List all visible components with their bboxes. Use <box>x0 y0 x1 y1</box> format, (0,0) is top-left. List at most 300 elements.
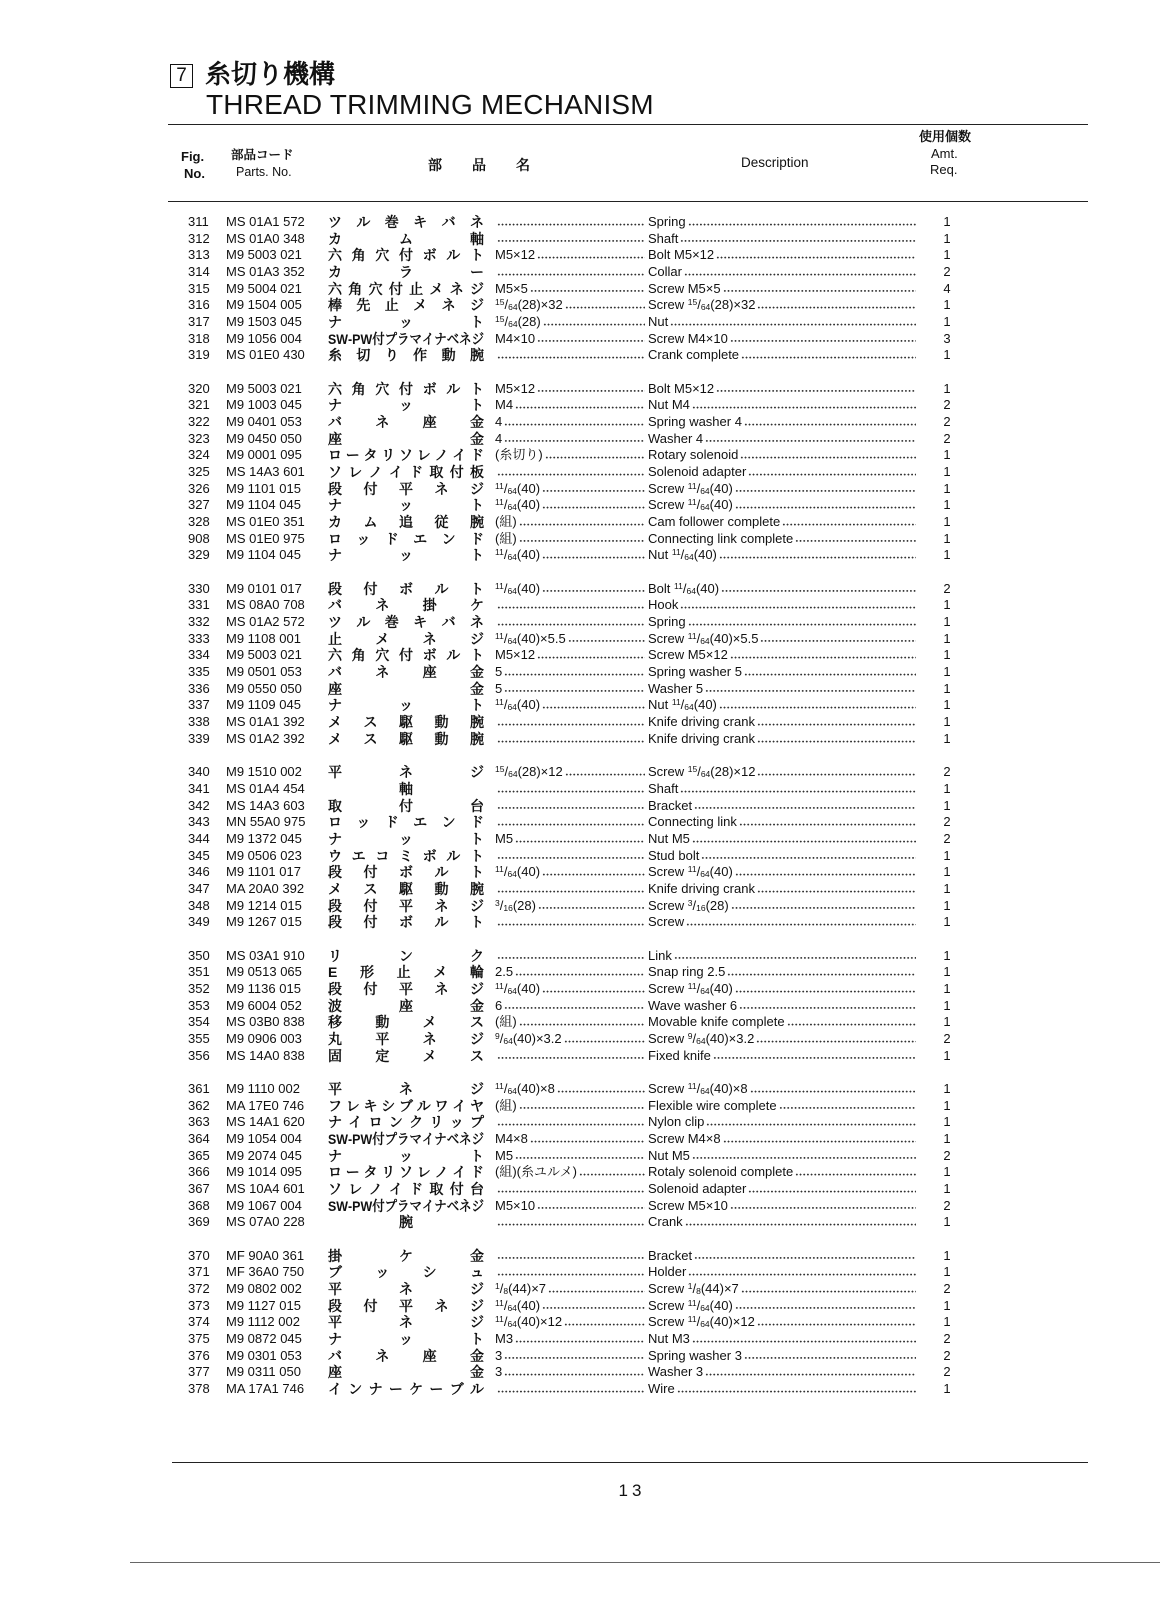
part-name-ja <box>328 597 484 614</box>
fig-no: 329 <box>188 547 210 563</box>
name-char: ド <box>409 464 424 481</box>
name-char: 六 <box>328 380 342 397</box>
amount-required: 1 <box>943 697 951 713</box>
parts-no: MS 01E0 975 <box>226 530 305 546</box>
dot-leader <box>680 781 916 798</box>
fraction-denominator: 64 <box>686 585 696 596</box>
name-char: 腕 <box>469 347 484 364</box>
name-char: ノ <box>434 447 449 464</box>
name-char: W <box>336 330 349 347</box>
name-char: 作 <box>413 347 428 364</box>
fraction-numerator: 15 <box>687 764 698 775</box>
fig-no: 341 <box>188 780 210 796</box>
name-char: ジ <box>470 980 484 997</box>
dot-leader <box>515 831 645 848</box>
parts-no: MS 14A1 620 <box>226 1114 305 1130</box>
footer-rule <box>172 1462 1088 1463</box>
description-value: Link <box>648 947 672 963</box>
dot-leader <box>685 1214 916 1231</box>
name-char: 掛 <box>422 597 437 614</box>
fig-no: 374 <box>188 1314 210 1330</box>
spec-cell <box>495 798 645 815</box>
name-char: コ <box>375 847 390 864</box>
name-char: 付 <box>372 1197 385 1214</box>
fraction-numerator: 11 <box>495 1314 504 1325</box>
parts-no: MS 03B0 838 <box>226 1014 305 1030</box>
fraction-denominator: 64 <box>700 869 710 880</box>
spec-value: M5 <box>495 1147 514 1163</box>
spec-value: $^{11}$/64(40)×8 <box>495 1080 555 1096</box>
spec-value: $^3$/16(28) <box>495 897 536 913</box>
name-char: 座 <box>422 414 437 431</box>
fraction-numerator: 11 <box>495 580 504 591</box>
name-char: ノ <box>434 1164 449 1181</box>
dot-leader <box>705 681 916 698</box>
part-name-ja <box>328 1331 484 1348</box>
description-cell <box>648 764 916 781</box>
name-char: ス <box>363 714 378 731</box>
description-cell <box>648 447 916 464</box>
amount-required: 1 <box>943 1297 951 1313</box>
name-char: 取 <box>429 1180 444 1197</box>
spec-cell <box>495 1281 645 1298</box>
parts-row <box>0 214 1160 231</box>
name-char: イ <box>421 330 435 347</box>
parts-no: M9 1067 004 <box>226 1197 302 1213</box>
name-char: ソ <box>328 464 342 481</box>
dot-leader <box>504 1364 645 1381</box>
dot-leader <box>677 1381 916 1398</box>
dot-leader <box>692 1148 916 1165</box>
spec-value: M5×12 <box>495 247 536 263</box>
fig-no: 373 <box>188 1297 210 1313</box>
name-char: ボ <box>422 380 437 397</box>
name-char: 金 <box>470 1247 484 1264</box>
name-char: 座 <box>328 430 342 447</box>
dot-leader <box>674 948 916 965</box>
description-value: Flexible wire complete <box>648 1097 777 1113</box>
dot-leader <box>750 1081 916 1098</box>
spec-cell <box>495 981 645 998</box>
name-char: ス <box>363 880 378 897</box>
name-char: 付 <box>398 380 413 397</box>
fig-no: 334 <box>188 647 210 663</box>
name-char: プ <box>384 1197 398 1214</box>
amount-required: 2 <box>943 1281 951 1296</box>
name-char: P <box>352 330 361 347</box>
dot-leader <box>716 381 916 398</box>
name-char: ト <box>469 647 484 664</box>
description-value: Washer 4 <box>648 430 704 446</box>
description-cell <box>648 881 916 898</box>
description-value: Wave washer 6 <box>648 997 738 1013</box>
spec-cell <box>495 247 645 264</box>
spec-value: $^{11}$/64(40) <box>495 580 541 596</box>
fig-no: 324 <box>188 447 210 463</box>
description-cell <box>648 848 916 865</box>
part-name-ja <box>328 731 484 748</box>
amount-required: 2 <box>943 1197 951 1213</box>
parts-row <box>0 1331 1160 1348</box>
fraction-denominator: 64 <box>700 1085 710 1096</box>
fig-no: 316 <box>188 297 210 313</box>
name-char: ナ <box>328 314 342 331</box>
dot-leader <box>731 898 916 915</box>
name-char: ネ <box>459 1130 472 1147</box>
amount-required: 2 <box>943 1030 951 1046</box>
parts-row <box>0 1098 1160 1115</box>
name-char: ド <box>469 530 484 547</box>
fraction-denominator: 64 <box>700 1302 710 1313</box>
parts-no: M9 1136 015 <box>226 980 301 996</box>
parts-no: M9 1372 045 <box>226 830 302 846</box>
name-char: 座 <box>422 664 437 681</box>
name-char: ミ <box>398 847 413 864</box>
name-char: カ <box>328 264 342 281</box>
description-cell <box>648 381 916 398</box>
name-char: ジ <box>469 630 484 647</box>
parts-no: M9 1101 017 <box>226 864 301 880</box>
name-char: メ <box>433 964 448 981</box>
fig-no: 317 <box>188 314 210 330</box>
name-char: 止 <box>396 964 411 981</box>
name-char: ド <box>469 814 484 831</box>
dot-leader <box>515 397 645 414</box>
dot-leader <box>497 1214 645 1231</box>
name-char: ネ <box>459 330 472 347</box>
description-cell <box>648 1314 916 1331</box>
fraction-denominator: 64 <box>507 869 517 880</box>
name-char: ベ <box>446 1197 460 1214</box>
dot-leader <box>537 381 645 398</box>
spec-value: M5×5 <box>495 280 528 296</box>
spec-cell <box>495 647 645 664</box>
fraction-denominator: 64 <box>684 552 694 563</box>
name-char: 金 <box>470 680 484 697</box>
name-char: ト <box>470 830 484 847</box>
description-cell <box>648 1048 916 1065</box>
name-char: 軸 <box>470 230 484 247</box>
spec-cell <box>495 1148 645 1165</box>
parts-row <box>0 1248 1160 1265</box>
amount-required: 1 <box>943 1264 951 1280</box>
name-char: ジ <box>470 1281 484 1297</box>
description-value: Screw $^{11}$/64(40)×5.5 <box>648 630 759 646</box>
description-value: Bracket <box>648 797 693 813</box>
name-char: ナ <box>328 547 342 564</box>
amount-required: 1 <box>943 1047 951 1063</box>
spec-value: $^{15}$/64(28)×32 <box>495 297 563 313</box>
spec-cell <box>495 681 645 698</box>
name-char: ロ <box>328 530 342 547</box>
section-title-ja: 糸切り機構 <box>205 59 336 89</box>
description-value: Collar <box>648 264 682 280</box>
spec-cell <box>495 714 645 731</box>
parts-no: M9 1112 002 <box>226 1314 300 1330</box>
spec-cell <box>495 848 645 865</box>
spec-cell <box>495 1098 645 1115</box>
name-char: ジ <box>471 1197 484 1214</box>
description-value: Rotary solenoid <box>648 447 739 463</box>
part-name-ja <box>328 347 484 364</box>
name-char: キ <box>413 614 428 631</box>
dot-leader <box>748 464 916 481</box>
name-char: 金 <box>469 664 484 681</box>
name-char: ラ <box>397 1197 410 1214</box>
name-char: イ <box>452 447 467 464</box>
amount-required: 1 <box>943 680 951 696</box>
name-char: バ <box>328 414 342 431</box>
name-char: ボ <box>422 647 437 664</box>
parts-no: MA 17E0 746 <box>226 1097 305 1113</box>
parts-no: MS 01A2 392 <box>226 730 305 746</box>
parts-no: M9 1056 004 <box>226 330 302 346</box>
fig-no: 322 <box>188 414 210 430</box>
description-value: Screw M4×10 <box>648 330 728 346</box>
spec-cell <box>495 431 645 448</box>
part-name-ja <box>328 614 484 631</box>
parts-row <box>0 864 1160 881</box>
dot-leader <box>542 547 645 564</box>
amount-required: 1 <box>943 780 951 796</box>
spec-value: (組) <box>495 530 517 546</box>
name-char: ナ <box>328 397 342 414</box>
parts-row <box>0 798 1160 815</box>
name-char: ネ <box>399 764 413 781</box>
dot-leader <box>694 798 916 815</box>
dot-leader <box>504 681 645 698</box>
parts-no: M9 1503 045 <box>226 314 302 330</box>
name-char: ト <box>470 914 484 931</box>
part-name-ja <box>328 264 484 281</box>
dot-leader <box>735 864 916 881</box>
spec-cell <box>495 447 645 464</box>
name-char: 従 <box>434 514 449 531</box>
fig-no: 319 <box>188 347 210 363</box>
fraction-numerator: 11 <box>495 864 504 875</box>
spec-cell <box>495 631 645 648</box>
name-char: S <box>328 330 337 347</box>
description-value: Spring <box>648 214 686 229</box>
name-char: 座 <box>399 997 413 1014</box>
part-name-ja <box>328 381 484 398</box>
spec-value: $^{11}$/64(40)×5.5 <box>495 630 566 646</box>
name-char: 駆 <box>399 880 413 897</box>
name-char: イ <box>421 1130 435 1147</box>
fig-no: 378 <box>188 1381 210 1397</box>
name-char: ル <box>446 247 461 264</box>
description-value: Cam follower complete <box>648 514 781 530</box>
amount-required: 1 <box>943 880 951 896</box>
name-char: 角 <box>351 380 366 397</box>
name-char: 巻 <box>384 614 399 631</box>
parts-no: M9 1014 095 <box>226 1164 302 1180</box>
description-value: Knife driving crank <box>648 880 755 896</box>
description-cell <box>648 798 916 815</box>
dot-leader <box>756 1031 916 1048</box>
dot-leader <box>744 414 916 431</box>
description-cell <box>648 914 916 931</box>
amount-required: 2 <box>943 830 951 846</box>
fig-no: 331 <box>188 597 210 613</box>
name-char: ベ <box>446 330 460 347</box>
part-name-ja <box>328 1014 484 1031</box>
fraction-denominator: 64 <box>700 1319 710 1330</box>
description-cell <box>648 1264 916 1281</box>
dot-leader <box>497 614 645 631</box>
spec-value: $^{11}$/64(40) <box>495 864 541 880</box>
name-char: 段 <box>328 1297 342 1314</box>
parts-row <box>0 614 1160 631</box>
spec-cell <box>495 497 645 514</box>
name-char: ボ <box>399 864 413 881</box>
name-char: 付 <box>372 1130 385 1147</box>
name-char: 穴 <box>375 247 390 264</box>
part-name-ja <box>328 1314 484 1331</box>
parts-row <box>0 1014 1160 1031</box>
part-name-ja <box>328 881 484 898</box>
name-char: ネ <box>422 1030 437 1047</box>
dot-leader <box>497 914 645 931</box>
name-char: タ <box>363 1164 378 1181</box>
parts-row <box>0 1031 1160 1048</box>
parts-no: M9 1214 015 <box>226 897 302 913</box>
name-char: レ <box>416 1164 431 1181</box>
name-char: ネ <box>441 297 456 314</box>
name-char: プ <box>384 1130 398 1147</box>
spec-value: (糸切り) <box>495 447 543 463</box>
name-char: レ <box>348 1180 363 1197</box>
name-char: 六 <box>328 647 342 664</box>
description-cell <box>648 1381 916 1398</box>
name-char: ノ <box>368 1180 383 1197</box>
fraction-denominator: 64 <box>507 552 517 563</box>
parts-row <box>0 381 1160 398</box>
dot-leader <box>713 1048 916 1065</box>
parts-row <box>0 581 1160 598</box>
name-char: プ <box>469 1114 484 1131</box>
fraction-denominator: 64 <box>700 769 711 780</box>
dot-leader <box>542 481 645 498</box>
parts-no: M9 0513 065 <box>226 964 302 980</box>
amount-required: 1 <box>943 847 951 863</box>
name-char: ト <box>469 247 484 264</box>
description-cell <box>648 514 916 531</box>
name-char: 段 <box>328 980 342 997</box>
name-char: S <box>328 1197 337 1214</box>
name-char: ッ <box>399 697 413 714</box>
dot-leader <box>497 231 645 248</box>
amount-required: 1 <box>943 997 951 1013</box>
part-name-ja <box>328 1181 484 1198</box>
part-name-ja <box>328 664 484 681</box>
parts-table <box>0 214 1160 1398</box>
fig-no: 342 <box>188 797 210 813</box>
description-value: Screw $^9$/64(40)×3.2 <box>648 1030 755 1046</box>
name-char: ネ <box>469 214 484 230</box>
fraction-numerator: 15 <box>495 314 505 325</box>
part-name-ja <box>328 431 484 448</box>
name-char: ル <box>356 614 371 631</box>
description-value: Solenoid adapter <box>648 464 747 480</box>
parts-row <box>0 1048 1160 1065</box>
parts-row <box>0 597 1160 614</box>
dot-leader <box>515 1148 645 1165</box>
dot-leader <box>519 1098 645 1115</box>
parts-no: MF 90A0 361 <box>226 1247 305 1263</box>
description-cell <box>648 481 916 498</box>
dot-leader <box>719 547 916 564</box>
name-char: 形 <box>360 964 374 981</box>
parts-no: M9 1054 004 <box>226 1130 302 1146</box>
name-char: S <box>328 1130 337 1147</box>
name-char: タ <box>363 447 378 464</box>
dot-leader <box>744 664 916 681</box>
name-char: W <box>336 1197 349 1214</box>
name-char: ソ <box>399 1164 413 1181</box>
description-cell <box>648 314 916 331</box>
description-cell <box>648 1348 916 1365</box>
name-char: メ <box>422 1047 437 1064</box>
amount-required: 1 <box>943 447 951 463</box>
dot-leader <box>497 798 645 815</box>
name-char: 腕 <box>470 730 484 747</box>
name-char: ン <box>348 1381 363 1398</box>
description-cell <box>648 1131 916 1148</box>
part-name-ja <box>328 1298 484 1315</box>
fraction-denominator: 64 <box>696 1035 706 1046</box>
fig-no: 908 <box>188 530 210 546</box>
fraction-denominator: 16 <box>696 902 706 913</box>
part-name-ja <box>328 531 484 548</box>
dot-leader <box>543 314 645 331</box>
name-char: マ <box>409 330 422 347</box>
dot-leader <box>497 1264 645 1281</box>
name-char: ネ <box>449 280 464 297</box>
description-cell <box>648 431 916 448</box>
name-char: 座 <box>328 680 342 697</box>
part-name-ja <box>328 1198 484 1215</box>
name-char: ナ <box>328 697 342 714</box>
amount-required: 1 <box>943 514 951 530</box>
parts-row <box>0 314 1160 331</box>
parts-no: MS 01E0 430 <box>226 347 305 363</box>
part-name-ja <box>328 331 484 348</box>
name-char: 移 <box>328 1014 342 1031</box>
part-name-ja <box>328 697 484 714</box>
spec-cell <box>495 864 645 881</box>
name-char: ベ <box>446 1130 460 1147</box>
parts-no: M9 0550 050 <box>226 680 302 696</box>
description-value: Screw $^1$/8(44)×7 <box>648 1281 739 1296</box>
fraction-numerator: 11 <box>495 547 504 558</box>
col-fig-label: Fig. <box>181 149 205 164</box>
fig-no: 318 <box>188 330 210 346</box>
part-name-ja <box>328 1381 484 1398</box>
dot-leader <box>740 447 916 464</box>
name-char: W <box>360 330 373 347</box>
spec-cell <box>495 898 645 915</box>
parts-no: M9 1101 015 <box>226 480 301 496</box>
name-char: カ <box>328 230 342 247</box>
name-char: ュ <box>469 1264 484 1281</box>
dot-leader <box>497 731 645 748</box>
name-char: ジ <box>470 480 484 497</box>
amount-required: 2 <box>943 580 951 596</box>
name-char: 平 <box>328 764 342 781</box>
name-char: ネ <box>422 630 437 647</box>
amount-required: 1 <box>943 980 951 996</box>
